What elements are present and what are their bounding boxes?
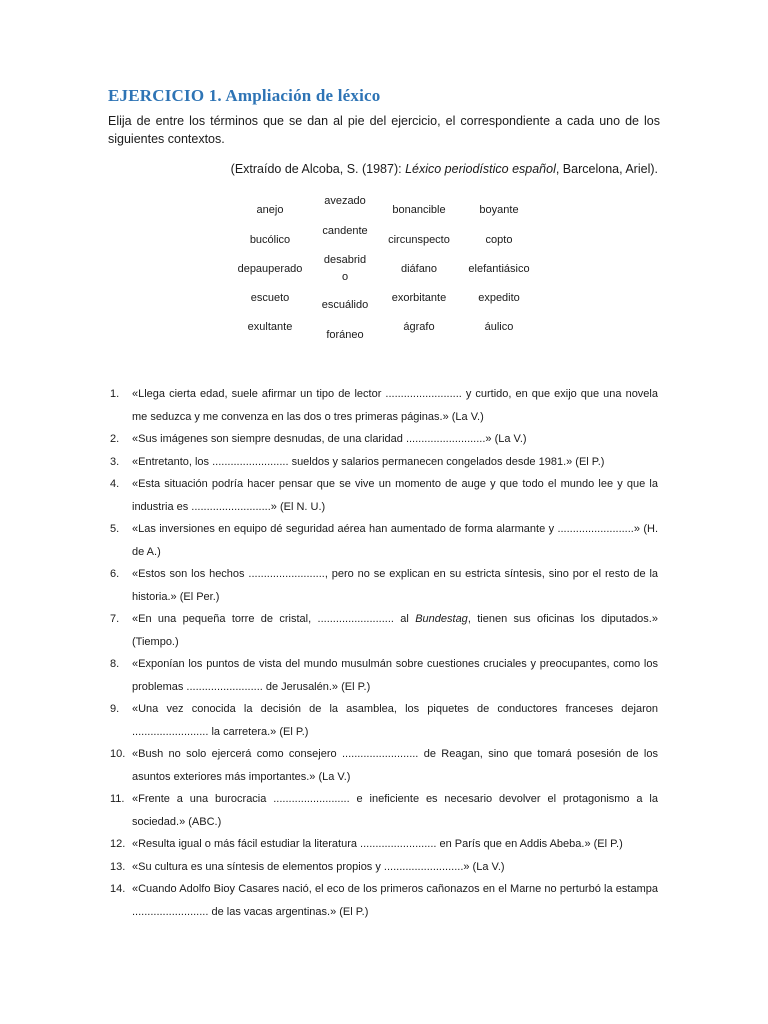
item-text: «Las inversiones en equipo dé seguridad aérea han aumentado de forma alarmante y .........................» (H. de A.) bbox=[132, 523, 658, 558]
item-text: «En una pequeña torre de cristal, ......................... al Bundestag, tienen sus oficinas los diputados.» (Tiempo.) bbox=[132, 613, 658, 648]
list-item bbox=[110, 518, 658, 563]
sentence-list bbox=[110, 383, 658, 923]
word: áulico bbox=[484, 321, 514, 333]
word: exultante bbox=[247, 321, 293, 333]
citation-title: Léxico periodístico español bbox=[405, 162, 556, 176]
word: ágrafo bbox=[403, 321, 435, 333]
item-text: «Una vez conocida la decisión de la asamblea, los piquetes de conductores franceses dejaron ......................... la carretera.» (El P.) bbox=[132, 703, 658, 738]
item-text: «Entretanto, los ......................... sueldos y salarios permanecen congelados desde 1981.» (El P.) bbox=[132, 455, 605, 468]
item-number: 7. bbox=[110, 613, 120, 625]
word: foráneo bbox=[326, 329, 364, 341]
item-number: 3. bbox=[110, 455, 120, 468]
list-item bbox=[110, 473, 658, 518]
item-number: 14. bbox=[110, 883, 126, 895]
item-number: 10. bbox=[110, 748, 126, 760]
source-citation bbox=[231, 162, 658, 176]
item-text: «Estos son los hechos ........................., pero no se explican en su estricta síntesis, sino por el resto de la historia.» (El Per.) bbox=[132, 568, 658, 603]
word: diáfano bbox=[400, 263, 438, 275]
instructions: Elija de entre los términos que se dan al pie del ejercicio, el correspondiente a cada uno de los siguientes contextos. bbox=[108, 114, 660, 146]
citation-pre: (Extraído de Alcoba, S. (1987): bbox=[230, 162, 406, 176]
list-item bbox=[110, 833, 658, 856]
item-number: 1. bbox=[110, 388, 120, 400]
word: o bbox=[341, 271, 349, 283]
item-text: «Bush no solo ejercerá como consejero ......................... de Reagan, sino que tomará posesión de los asuntos exteriores más importantes.» (La V.) bbox=[132, 748, 658, 783]
item-text: «Esta situación podría hacer pensar que se vive un momento de auge y que todo el mundo lee y que la industria es ..........................» (El N. U.) bbox=[132, 478, 658, 513]
item-number: 13. bbox=[110, 860, 126, 873]
item-number: 4. bbox=[110, 478, 120, 490]
item-number: 2. bbox=[110, 433, 120, 445]
word: escueto bbox=[250, 292, 290, 304]
item-number: 8. bbox=[110, 658, 120, 670]
item-text: «Cuando Adolfo Bioy Casares nació, el eco de los primeros cañonazos en el Marne no perturbó la estampa ......................... de las vacas argentinas.» (El P.) bbox=[132, 883, 658, 918]
word: desabrid bbox=[323, 254, 367, 266]
list-item bbox=[110, 428, 658, 451]
list-item bbox=[110, 608, 658, 653]
list-item bbox=[110, 856, 658, 879]
list-item bbox=[110, 878, 658, 923]
word: avezado bbox=[324, 195, 366, 207]
item-number: 6. bbox=[110, 568, 120, 580]
exercise-title: EJERCICIO 1. Ampliación de léxico bbox=[108, 86, 381, 105]
item-number: 12. bbox=[110, 838, 126, 850]
word: copto bbox=[485, 234, 513, 246]
item-text: «Exponían los puntos de vista del mundo musulmán sobre cuestiones cruciales y preocupantes, como los problemas ......................... de Jerusalén.» (El P.) bbox=[132, 658, 658, 693]
list-item bbox=[110, 743, 658, 788]
citation-post: , Barcelona, Ariel). bbox=[555, 162, 658, 176]
list-item bbox=[110, 383, 658, 428]
item-number: 11. bbox=[110, 793, 125, 805]
list-item bbox=[110, 698, 658, 743]
word: candente bbox=[322, 225, 368, 237]
word: elefantiásico bbox=[468, 263, 530, 275]
item-text: «Llega cierta edad, suele afirmar un tipo de lector ......................... y curtido, en que exijo que una novela me seduzca y me convenza en las dos o tres primeras páginas.» (La V.) bbox=[132, 388, 658, 423]
word: escuálido bbox=[321, 299, 369, 311]
item-number: 5. bbox=[110, 523, 120, 535]
word: circunspecto bbox=[388, 234, 450, 246]
word: bucólico bbox=[249, 234, 291, 246]
list-item bbox=[110, 563, 658, 608]
word: depauperado bbox=[237, 263, 303, 275]
list-item bbox=[110, 653, 658, 698]
item-text: «Sus imágenes son siempre desnudas, de una claridad ..........................» (La V.) bbox=[132, 433, 527, 445]
item-text: «Resulta igual o más fácil estudiar la literatura ......................... en París que en Addis Abeba.» (El P.) bbox=[132, 838, 623, 850]
list-item bbox=[110, 788, 658, 833]
item-text: «Su cultura es una síntesis de elementos propios y ..........................» (La V.) bbox=[132, 860, 505, 873]
item-text: «Frente a una burocracia ......................... e ineficiente es necesario devolver el protagonismo a la sociedad.» (ABC.) bbox=[132, 793, 658, 828]
word: expedito bbox=[478, 292, 520, 304]
item-number: 9. bbox=[110, 703, 120, 715]
word: boyante bbox=[479, 204, 519, 216]
word: anejo bbox=[256, 204, 284, 216]
word: bonancible bbox=[392, 204, 446, 216]
word: exorbitante bbox=[391, 292, 447, 304]
list-item bbox=[110, 451, 658, 474]
